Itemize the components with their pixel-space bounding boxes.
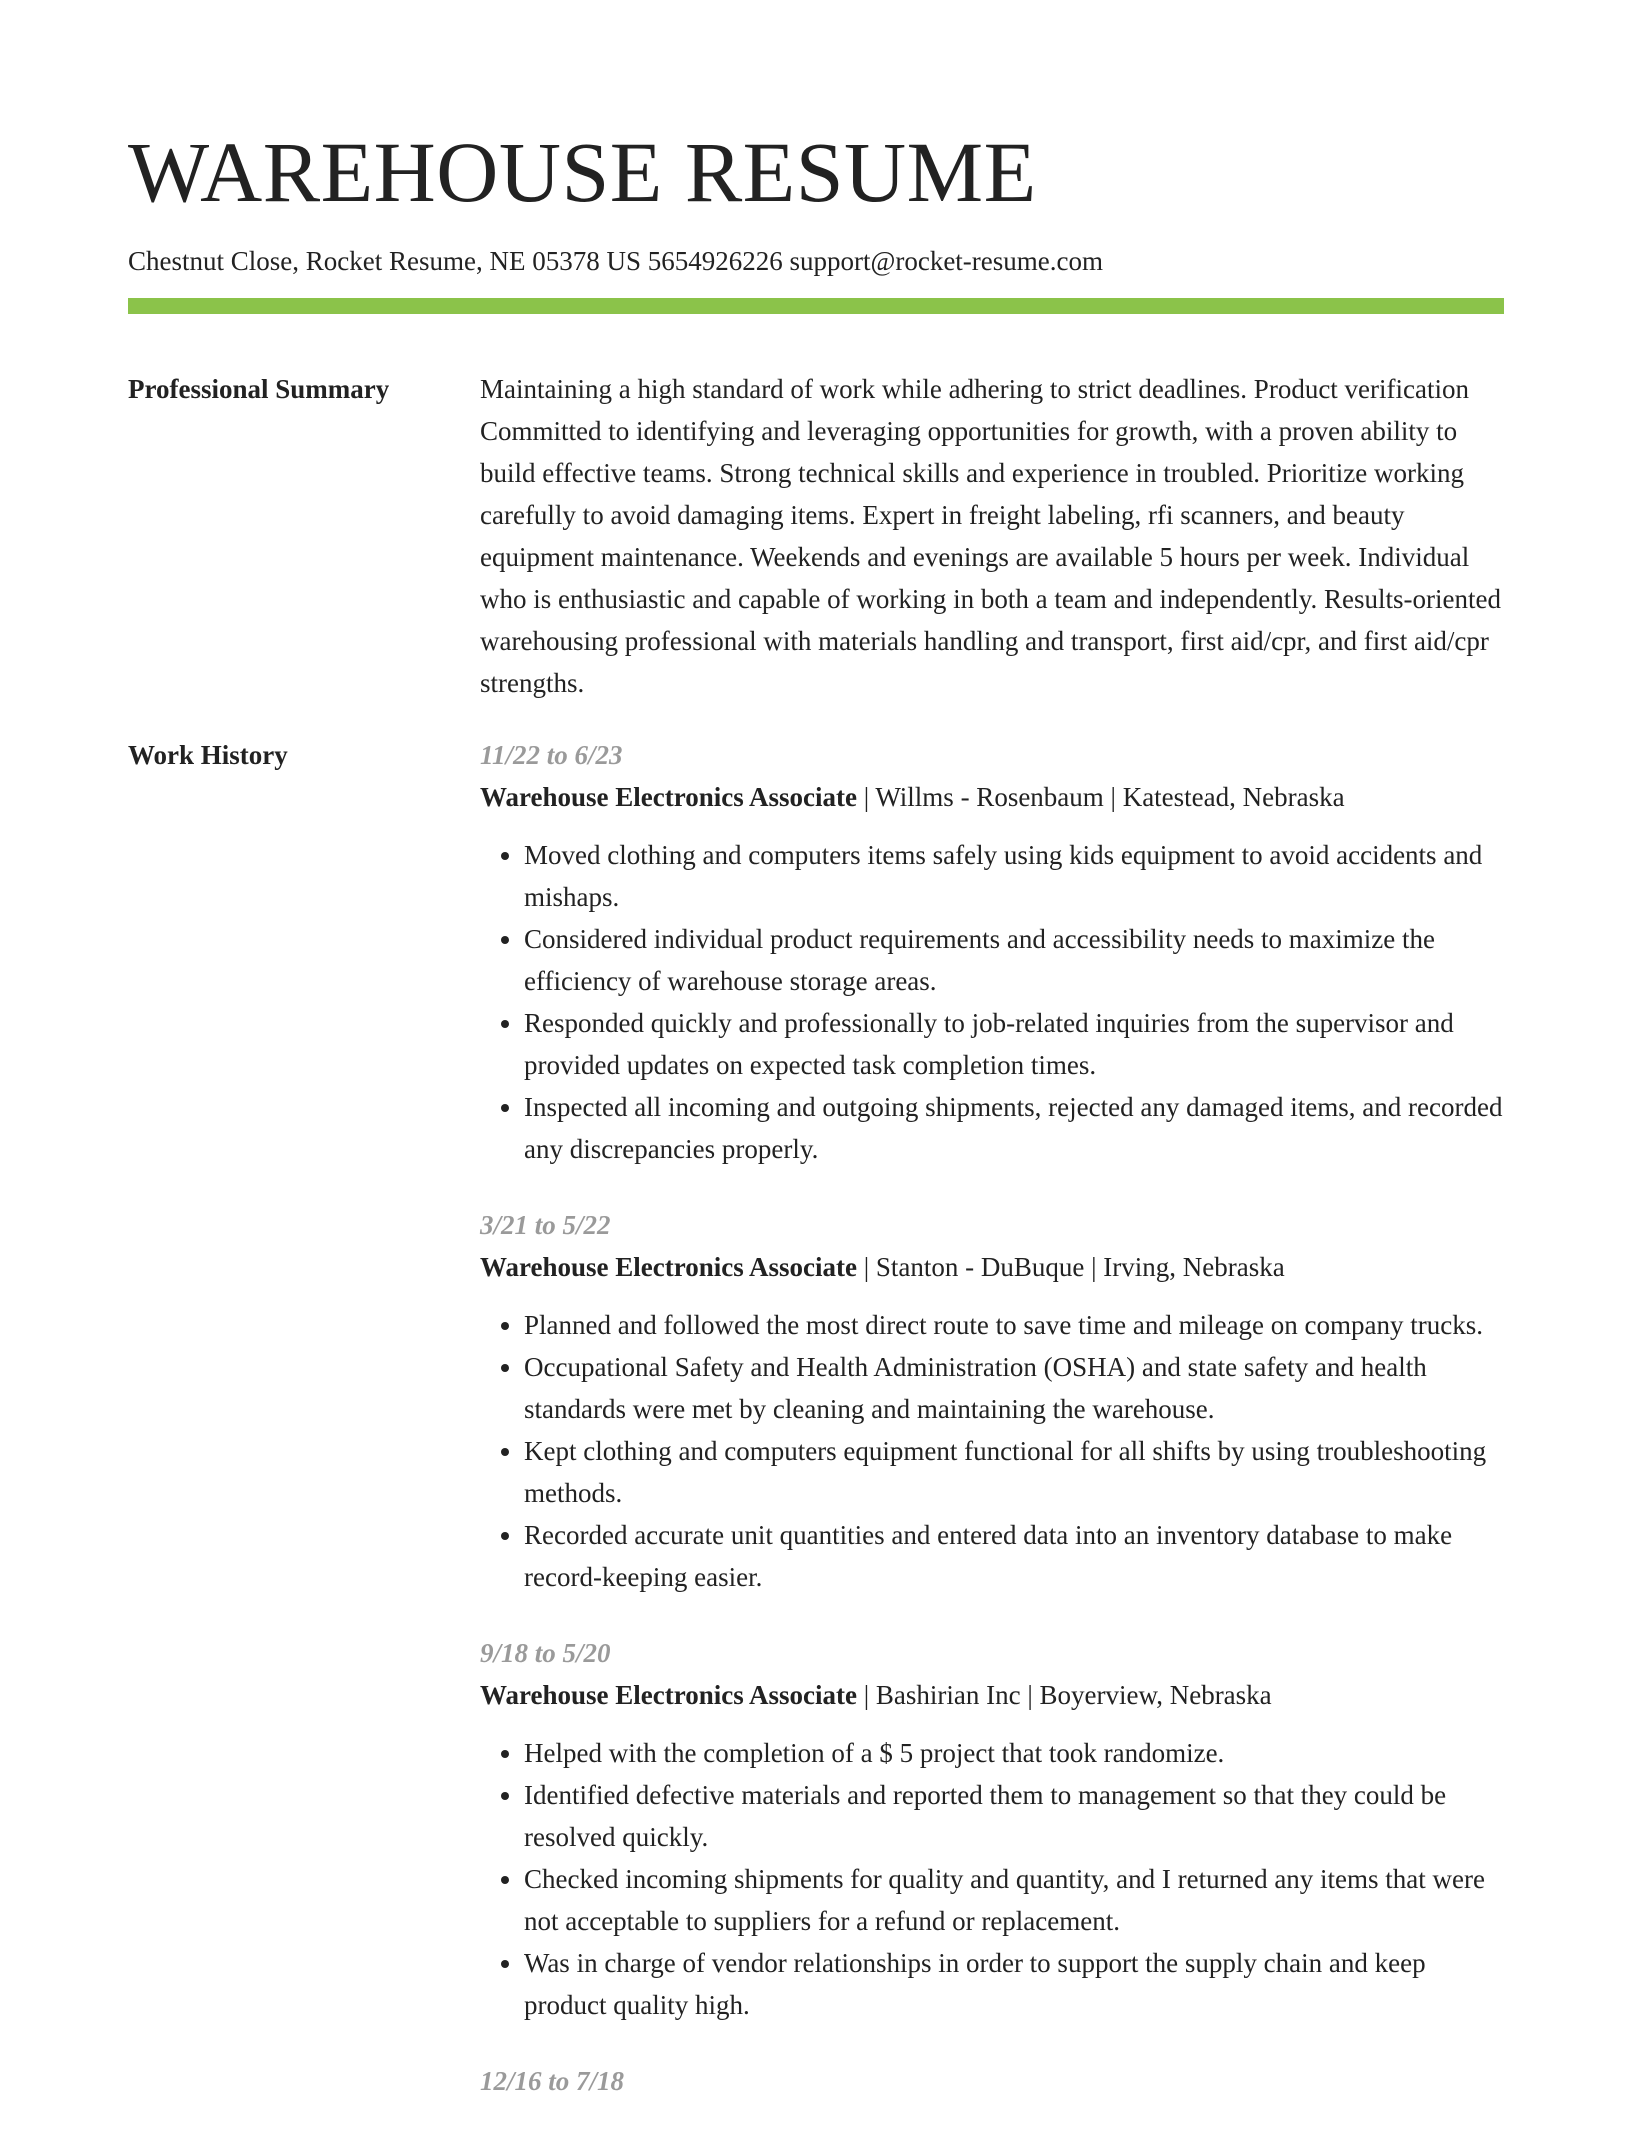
professional-summary-section: [128, 368, 1504, 704]
job-bullets: [480, 1732, 1504, 2026]
work-history-section: [128, 734, 1504, 2136]
job-bullet: • Responded quickly and professionally to job-related inquiries from the supervisor and provided updates on expected task completion times.: [524, 1002, 1504, 1086]
job-entry: [480, 1204, 1504, 1598]
job-bullet: • Inspected all incoming and outgoing shipments, rejected any damaged items, and recorded any discrepancies properly.: [524, 1086, 1504, 1170]
summary-text: Maintaining a high standard of work while adhering to strict deadlines. Product verification Committed to identifying and leveraging opportunities for growth, with a proven ability to build effective teams. Strong technical skills and experience in troubled. Prioritize working carefully to avoid damaging items. Expert in freight labeling, rfi scanners, and beauty equipment maintenance. Weekends and evenings are available 5 hours per week. Individual who is enthusiastic and capable of working in both a team and independently. Results-oriented warehousing professional with materials handling and transport, first aid/cpr, and first aid/cpr strengths.: [480, 374, 1501, 698]
job-bullets: [480, 834, 1504, 1170]
job-bullet: • Occupational Safety and Health Administration (OSHA) and state safety and health standards were met by cleaning and maintaining the warehouse.: [524, 1346, 1504, 1430]
job-dates: 3/21 to 5/22: [480, 1210, 611, 1240]
section-label-summary: Professional Summary: [128, 374, 390, 404]
job-dates: 9/18 to 5/20: [480, 1638, 611, 1668]
job-bullet: • Recorded accurate unit quantities and entered data into an inventory database to make record-keeping easier.: [524, 1514, 1504, 1598]
job-bullets: [480, 1304, 1504, 1598]
job-heading: [480, 1246, 1504, 1288]
job-employer-location: | Stanton - DuBuque | Irving, Nebraska: [856, 1252, 1285, 1282]
job-heading: [480, 1674, 1504, 1716]
job-bullet: • Kept clothing and computers equipment functional for all shifts by using troubleshooting methods.: [524, 1430, 1504, 1514]
job-entry: [480, 2060, 1504, 2102]
job-bullet: • Was in charge of vendor relationships in order to support the supply chain and keep product quality high.: [524, 1942, 1504, 2026]
job-dates: 12/16 to 7/18: [480, 2066, 625, 2096]
job-bullet: • Checked incoming shipments for quality and quantity, and I returned any items that were not acceptable to suppliers for a refund or replacement.: [524, 1858, 1504, 1942]
job-bullet: • Planned and followed the most direct route to save time and mileage on company trucks.: [524, 1304, 1504, 1346]
summary-body: [480, 368, 1504, 704]
job-title: Warehouse Electronics Associate: [480, 1680, 857, 1710]
job-bullet: • Considered individual product requirements and accessibility needs to maximize the efficiency of warehouse storage areas.: [524, 918, 1504, 1002]
resume-page: [128, 122, 1504, 2136]
job-entry: [480, 734, 1504, 1170]
work-history-body: [480, 734, 1504, 2136]
job-bullet: • Moved clothing and computers items safely using kids equipment to avoid accidents and mishaps.: [524, 834, 1504, 918]
contact-line: Chestnut Close, Rocket Resume, NE 05378 US 5654926226 support@rocket-resume.com: [128, 246, 1103, 276]
job-employer-location: | Bashirian Inc | Boyerview, Nebraska: [856, 1680, 1272, 1710]
job-bullet: • Identified defective materials and reported them to management so that they could be resolved quickly.: [524, 1774, 1504, 1858]
job-employer-location: | Willms - Rosenbaum | Katestead, Nebraska: [856, 782, 1345, 812]
section-label-work-history: Work History: [128, 740, 288, 770]
job-heading: [480, 776, 1504, 818]
resume-title: WAREHOUSE RESUME: [128, 124, 1037, 220]
job-title: Warehouse Electronics Associate: [480, 782, 857, 812]
header-divider: [128, 298, 1504, 314]
job-title: Warehouse Electronics Associate: [480, 1252, 857, 1282]
job-dates: 11/22 to 6/23: [480, 740, 623, 770]
job-entry: [480, 1632, 1504, 2026]
job-bullet: • Helped with the completion of a $ 5 project that took randomize.: [524, 1732, 1504, 1774]
